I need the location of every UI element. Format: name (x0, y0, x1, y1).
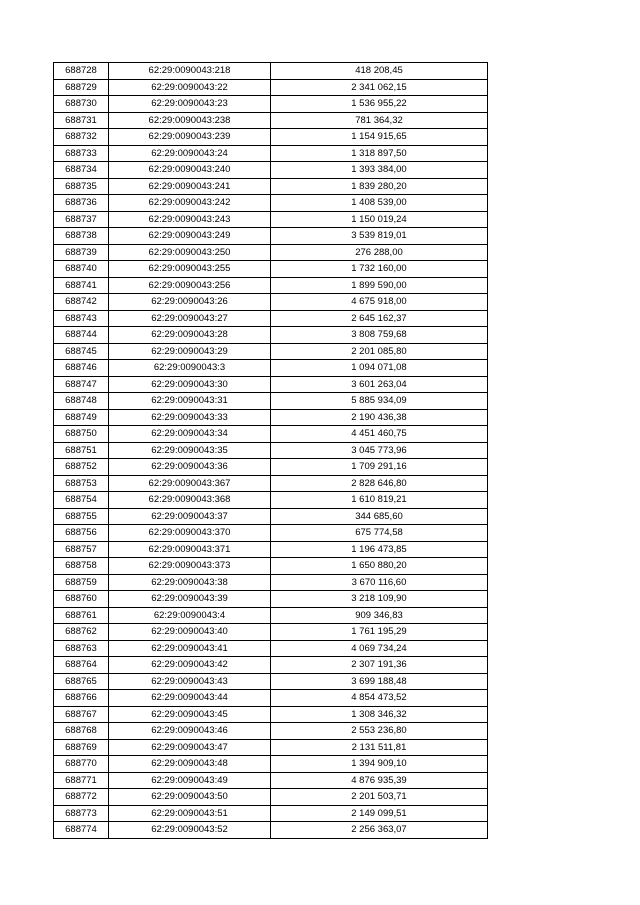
table-row (54, 492, 488, 509)
table-row (54, 591, 488, 608)
value-cell: 2 201 503,71 (271, 789, 488, 806)
value-cell: 2 201 085,80 (271, 343, 488, 360)
row-number-cell: 688747 (54, 376, 109, 393)
table-row (54, 739, 488, 756)
cadastral-number-cell: 62:29:0090043:373 (109, 558, 271, 575)
value-cell: 1 394 909,10 (271, 756, 488, 773)
table-row (54, 574, 488, 591)
table-row (54, 96, 488, 113)
cadastral-number-cell: 62:29:0090043:34 (109, 426, 271, 443)
cadastral-number-cell: 62:29:0090043:3 (109, 360, 271, 377)
value-cell: 2 553 236,80 (271, 723, 488, 740)
value-cell: 2 149 099,51 (271, 805, 488, 822)
row-number-cell: 688756 (54, 525, 109, 542)
row-number-cell: 688741 (54, 277, 109, 294)
row-number-cell: 688745 (54, 343, 109, 360)
table-row (54, 145, 488, 162)
cadastral-number-cell: 62:29:0090043:218 (109, 63, 271, 80)
cadastral-number-cell: 62:29:0090043:26 (109, 294, 271, 311)
row-number-cell: 688771 (54, 772, 109, 789)
value-cell: 1 839 280,20 (271, 178, 488, 195)
value-cell: 4 854 473,52 (271, 690, 488, 707)
table-row (54, 772, 488, 789)
value-cell: 4 675 918,00 (271, 294, 488, 311)
table-row (54, 442, 488, 459)
table-row (54, 756, 488, 773)
cadastral-number-cell: 62:29:0090043:368 (109, 492, 271, 509)
value-cell: 2 307 191,36 (271, 657, 488, 674)
cadastral-number-cell: 62:29:0090043:48 (109, 756, 271, 773)
value-cell: 2 256 363,07 (271, 822, 488, 839)
row-number-cell: 688735 (54, 178, 109, 195)
table-row (54, 789, 488, 806)
cadastral-number-cell: 62:29:0090043:370 (109, 525, 271, 542)
row-number-cell: 688731 (54, 112, 109, 129)
row-number-cell: 688750 (54, 426, 109, 443)
row-number-cell: 688732 (54, 129, 109, 146)
table-row (54, 376, 488, 393)
cadastral-number-cell: 62:29:0090043:30 (109, 376, 271, 393)
cadastral-number-cell: 62:29:0090043:40 (109, 624, 271, 641)
cadastral-number-cell: 62:29:0090043:44 (109, 690, 271, 707)
value-cell: 5 885 934,09 (271, 393, 488, 410)
cadastral-number-cell: 62:29:0090043:37 (109, 508, 271, 525)
table-row (54, 162, 488, 179)
row-number-cell: 688728 (54, 63, 109, 80)
value-cell: 3 601 263,04 (271, 376, 488, 393)
cadastral-number-cell: 62:29:0090043:42 (109, 657, 271, 674)
row-number-cell: 688751 (54, 442, 109, 459)
value-cell: 2 131 511,81 (271, 739, 488, 756)
row-number-cell: 688733 (54, 145, 109, 162)
cadastral-number-cell: 62:29:0090043:36 (109, 459, 271, 476)
table-row (54, 607, 488, 624)
cadastral-number-cell: 62:29:0090043:52 (109, 822, 271, 839)
table-row (54, 508, 488, 525)
table-body (54, 63, 488, 839)
table-row (54, 327, 488, 344)
value-cell: 1 650 880,20 (271, 558, 488, 575)
table-row (54, 640, 488, 657)
table-row (54, 673, 488, 690)
row-number-cell: 688734 (54, 162, 109, 179)
value-cell: 1 408 539,00 (271, 195, 488, 212)
table-row (54, 343, 488, 360)
row-number-cell: 688753 (54, 475, 109, 492)
value-cell: 2 828 646,80 (271, 475, 488, 492)
value-cell: 1 899 590,00 (271, 277, 488, 294)
value-cell: 1 610 819,21 (271, 492, 488, 509)
row-number-cell: 688762 (54, 624, 109, 641)
cadastral-number-cell: 62:29:0090043:45 (109, 706, 271, 723)
row-number-cell: 688773 (54, 805, 109, 822)
table-row (54, 277, 488, 294)
table-row (54, 261, 488, 278)
cadastral-number-cell: 62:29:0090043:47 (109, 739, 271, 756)
cadastral-value-table (53, 62, 488, 839)
cadastral-number-cell: 62:29:0090043:49 (109, 772, 271, 789)
value-cell: 3 218 109,90 (271, 591, 488, 608)
table-row (54, 475, 488, 492)
table-row (54, 690, 488, 707)
cadastral-number-cell: 62:29:0090043:255 (109, 261, 271, 278)
row-number-cell: 688763 (54, 640, 109, 657)
row-number-cell: 688767 (54, 706, 109, 723)
cadastral-number-cell: 62:29:0090043:28 (109, 327, 271, 344)
table-row (54, 624, 488, 641)
value-cell: 2 190 436,38 (271, 409, 488, 426)
value-cell: 1 732 160,00 (271, 261, 488, 278)
value-cell: 1 318 897,50 (271, 145, 488, 162)
cadastral-number-cell: 62:29:0090043:33 (109, 409, 271, 426)
value-cell: 3 699 188,48 (271, 673, 488, 690)
table-row (54, 723, 488, 740)
value-cell: 1 393 384,00 (271, 162, 488, 179)
value-cell: 1 761 195,29 (271, 624, 488, 641)
value-cell: 3 670 116,60 (271, 574, 488, 591)
row-number-cell: 688770 (54, 756, 109, 773)
value-cell: 2 645 162,37 (271, 310, 488, 327)
value-cell: 4 451 460,75 (271, 426, 488, 443)
row-number-cell: 688766 (54, 690, 109, 707)
table-row (54, 195, 488, 212)
table-row (54, 409, 488, 426)
row-number-cell: 688738 (54, 228, 109, 245)
row-number-cell: 688743 (54, 310, 109, 327)
row-number-cell: 688737 (54, 211, 109, 228)
table-row (54, 244, 488, 261)
row-number-cell: 688755 (54, 508, 109, 525)
value-cell: 1 536 955,22 (271, 96, 488, 113)
cadastral-number-cell: 62:29:0090043:239 (109, 129, 271, 146)
cadastral-number-cell: 62:29:0090043:46 (109, 723, 271, 740)
table-row (54, 310, 488, 327)
row-number-cell: 688765 (54, 673, 109, 690)
value-cell: 1 150 019,24 (271, 211, 488, 228)
data-sheet (53, 62, 487, 839)
row-number-cell: 688761 (54, 607, 109, 624)
value-cell: 418 208,45 (271, 63, 488, 80)
value-cell: 1 709 291,16 (271, 459, 488, 476)
table-row (54, 112, 488, 129)
table-row (54, 541, 488, 558)
cadastral-number-cell: 62:29:0090043:50 (109, 789, 271, 806)
cadastral-number-cell: 62:29:0090043:241 (109, 178, 271, 195)
row-number-cell: 688754 (54, 492, 109, 509)
row-number-cell: 688740 (54, 261, 109, 278)
cadastral-number-cell: 62:29:0090043:27 (109, 310, 271, 327)
cadastral-number-cell: 62:29:0090043:242 (109, 195, 271, 212)
value-cell: 4 876 935,39 (271, 772, 488, 789)
row-number-cell: 688757 (54, 541, 109, 558)
value-cell: 1 308 346,32 (271, 706, 488, 723)
cadastral-number-cell: 62:29:0090043:23 (109, 96, 271, 113)
table-row (54, 393, 488, 410)
table-row (54, 178, 488, 195)
row-number-cell: 688768 (54, 723, 109, 740)
cadastral-number-cell: 62:29:0090043:43 (109, 673, 271, 690)
cadastral-number-cell: 62:29:0090043:39 (109, 591, 271, 608)
row-number-cell: 688774 (54, 822, 109, 839)
value-cell: 3 045 773,96 (271, 442, 488, 459)
cadastral-number-cell: 62:29:0090043:243 (109, 211, 271, 228)
value-cell: 4 069 734,24 (271, 640, 488, 657)
cadastral-number-cell: 62:29:0090043:22 (109, 79, 271, 96)
cadastral-number-cell: 62:29:0090043:371 (109, 541, 271, 558)
cadastral-number-cell: 62:29:0090043:250 (109, 244, 271, 261)
table-row (54, 822, 488, 839)
cadastral-number-cell: 62:29:0090043:249 (109, 228, 271, 245)
cadastral-number-cell: 62:29:0090043:4 (109, 607, 271, 624)
value-cell: 3 539 819,01 (271, 228, 488, 245)
row-number-cell: 688772 (54, 789, 109, 806)
value-cell: 1 196 473,85 (271, 541, 488, 558)
table-row (54, 558, 488, 575)
row-number-cell: 688729 (54, 79, 109, 96)
cadastral-number-cell: 62:29:0090043:51 (109, 805, 271, 822)
row-number-cell: 688758 (54, 558, 109, 575)
value-cell: 3 808 759,68 (271, 327, 488, 344)
table-row (54, 706, 488, 723)
row-number-cell: 688749 (54, 409, 109, 426)
value-cell: 1 154 915,65 (271, 129, 488, 146)
table-row (54, 360, 488, 377)
cadastral-number-cell: 62:29:0090043:41 (109, 640, 271, 657)
row-number-cell: 688759 (54, 574, 109, 591)
table-row (54, 525, 488, 542)
value-cell: 1 094 071,08 (271, 360, 488, 377)
table-row (54, 426, 488, 443)
row-number-cell: 688764 (54, 657, 109, 674)
cadastral-number-cell: 62:29:0090043:31 (109, 393, 271, 410)
row-number-cell: 688769 (54, 739, 109, 756)
value-cell: 675 774,58 (271, 525, 488, 542)
row-number-cell: 688748 (54, 393, 109, 410)
row-number-cell: 688752 (54, 459, 109, 476)
table-row (54, 63, 488, 80)
table-row (54, 79, 488, 96)
table-row (54, 228, 488, 245)
cadastral-number-cell: 62:29:0090043:24 (109, 145, 271, 162)
row-number-cell: 688730 (54, 96, 109, 113)
row-number-cell: 688736 (54, 195, 109, 212)
cadastral-number-cell: 62:29:0090043:240 (109, 162, 271, 179)
row-number-cell: 688746 (54, 360, 109, 377)
cadastral-number-cell: 62:29:0090043:238 (109, 112, 271, 129)
row-number-cell: 688744 (54, 327, 109, 344)
row-number-cell: 688760 (54, 591, 109, 608)
value-cell: 2 341 062,15 (271, 79, 488, 96)
cadastral-number-cell: 62:29:0090043:256 (109, 277, 271, 294)
cadastral-number-cell: 62:29:0090043:38 (109, 574, 271, 591)
cadastral-number-cell: 62:29:0090043:35 (109, 442, 271, 459)
table-row (54, 657, 488, 674)
row-number-cell: 688739 (54, 244, 109, 261)
table-row (54, 294, 488, 311)
table-row (54, 459, 488, 476)
value-cell: 276 288,00 (271, 244, 488, 261)
row-number-cell: 688742 (54, 294, 109, 311)
table-row (54, 211, 488, 228)
value-cell: 781 364,32 (271, 112, 488, 129)
table-row (54, 805, 488, 822)
cadastral-number-cell: 62:29:0090043:367 (109, 475, 271, 492)
value-cell: 344 685,60 (271, 508, 488, 525)
value-cell: 909 346,83 (271, 607, 488, 624)
cadastral-number-cell: 62:29:0090043:29 (109, 343, 271, 360)
table-row (54, 129, 488, 146)
